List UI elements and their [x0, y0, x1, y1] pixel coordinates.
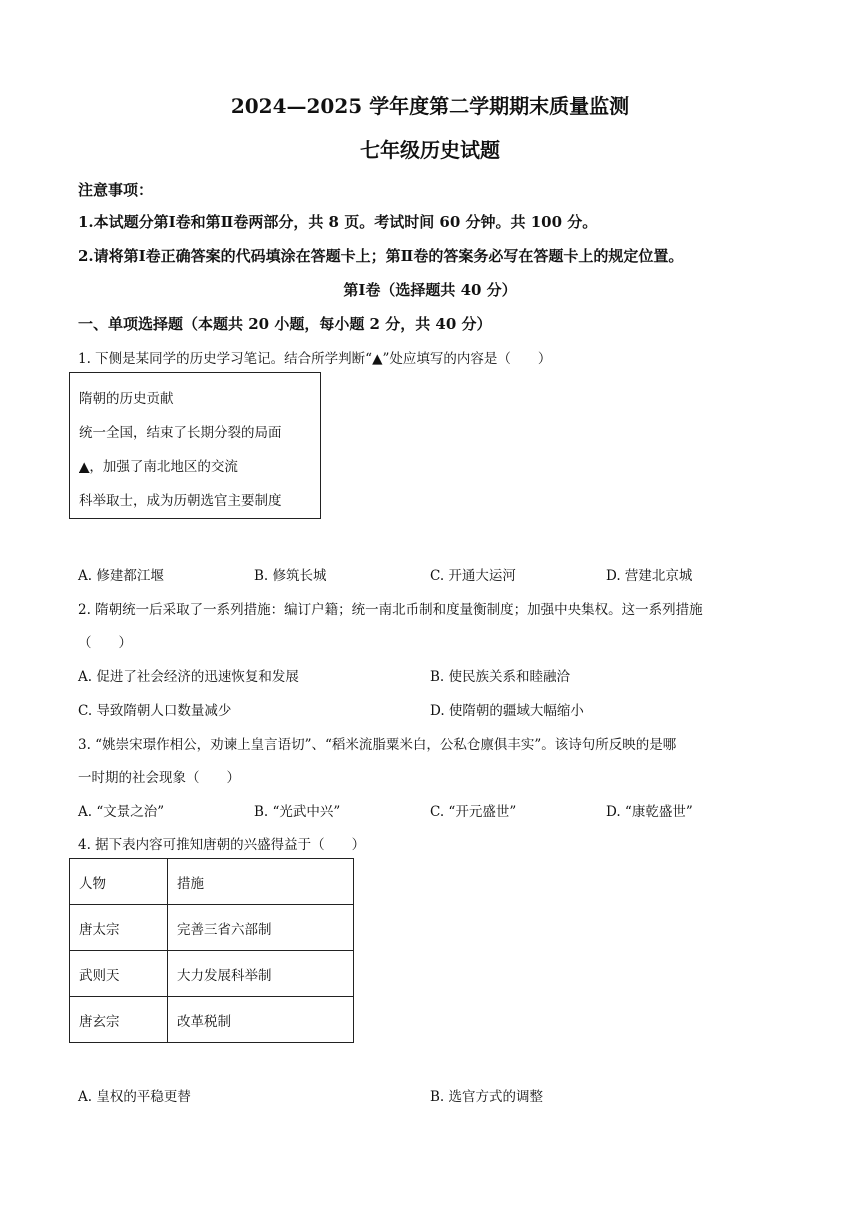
exam-title: 2024—2025 学年度第二学期期末质量监测 — [230, 94, 630, 118]
exam-subtitle: 七年级历史试题 — [360, 138, 500, 162]
table-header-cell: 措施 — [168, 859, 354, 905]
notice-item-1: 1.本试题分第Ⅰ卷和第Ⅱ卷两部分，共 8 页。考试时间 60 分钟。共 100 分。 — [78, 213, 598, 231]
q2-option-a[interactable]: A. 促进了社会经济的迅速恢复和发展 — [78, 669, 299, 685]
table-cell: 改革税制 — [168, 997, 354, 1043]
q4-option-b[interactable]: B. 选官方式的调整 — [430, 1089, 544, 1105]
q1-option-c[interactable]: C. 开通大运河 — [430, 568, 516, 584]
q3-option-c[interactable]: C. “开元盛世” — [430, 804, 517, 820]
q2-option-d[interactable]: D. 使隋朝的疆域大幅缩小 — [430, 703, 584, 719]
question-1-stem: 1. 下侧是某同学的历史学习笔记。结合所学判断“▲”处应填写的内容是（ ） — [78, 351, 552, 367]
q3-option-b[interactable]: B. “光武中兴” — [254, 804, 341, 820]
question-4-stem: 4. 据下表内容可推知唐朝的兴盛得益于（ ） — [78, 837, 366, 853]
note-title: 隋朝的历史贡献 — [79, 391, 174, 407]
table-cell: 唐玄宗 — [70, 997, 168, 1043]
q1-option-a[interactable]: A. 修建都江堰 — [78, 568, 164, 584]
notice-item-2: 2.请将第Ⅰ卷正确答案的代码填涂在答题卡上；第Ⅱ卷的答案务必写在答题卡上的规定位置。 — [78, 247, 684, 265]
q2-option-c[interactable]: C. 导致隋朝人口数量减少 — [78, 703, 232, 719]
question-1-note-box — [69, 372, 321, 519]
table-row — [70, 951, 354, 997]
question-4-table — [69, 858, 354, 1043]
table-header-cell: 人物 — [70, 859, 168, 905]
question-2-stem: 2. 隋朝统一后采取了一系列措施：编订户籍；统一南北币制和度量衡制度；加强中央集权。这一系列措施 — [78, 602, 703, 618]
section-title: 第Ⅰ卷（选择题共 40 分） — [343, 281, 517, 299]
note-line: 统一全国，结束了长期分裂的局面 — [79, 425, 282, 441]
note-line-text: ，加强了南北地区的交流 — [89, 459, 238, 475]
question-3-stem: 3. “姚崇宋璟作相公，劝谏上皇言语切”、“稻米流脂粟米白，公私仓廪俱丰实”。该诗句所反映的是哪 — [78, 737, 677, 753]
question-2-stem-cont: （ ） — [78, 635, 132, 651]
q2-option-b[interactable]: B. 使民族关系和睦融洽 — [430, 669, 571, 685]
table-cell: 大力发展科举制 — [168, 951, 354, 997]
q4-option-a[interactable]: A. 皇权的平稳更替 — [78, 1089, 191, 1105]
q3-option-d[interactable]: D. “康乾盛世” — [606, 804, 693, 820]
blank-triangle: ▲ — [79, 459, 90, 475]
q1-option-d[interactable]: D. 营建北京城 — [606, 568, 693, 584]
table-row — [70, 997, 354, 1043]
q1-option-b[interactable]: B. 修筑长城 — [254, 568, 327, 584]
table-row — [70, 905, 354, 951]
table-cell: 完善三省六部制 — [168, 905, 354, 951]
part-heading: 一、单项选择题（本题共 20 小题，每小题 2 分，共 40 分） — [78, 315, 492, 333]
table-cell: 武则天 — [70, 951, 168, 997]
note-line-blank — [79, 455, 238, 475]
notice-heading: 注意事项： — [78, 181, 154, 199]
question-3-stem-cont: 一时期的社会现象（ ） — [78, 770, 240, 786]
table-header-row — [70, 859, 354, 905]
q3-option-a[interactable]: A. “文景之治” — [78, 804, 165, 820]
table-cell: 唐太宗 — [70, 905, 168, 951]
note-line: 科举取士，成为历朝选官主要制度 — [79, 493, 282, 509]
